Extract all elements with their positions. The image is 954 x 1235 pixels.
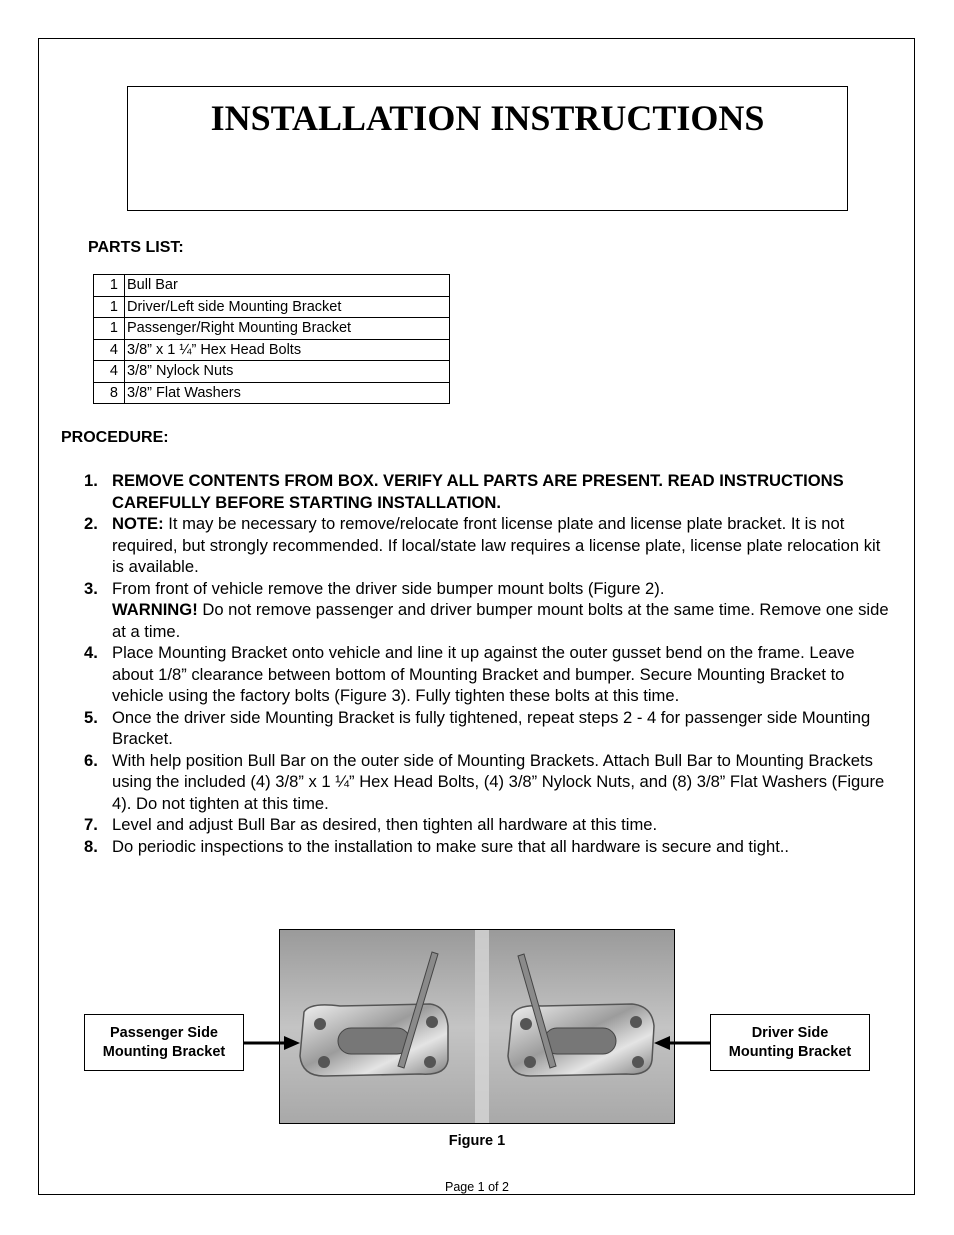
part-name: Passenger/Right Mounting Bracket bbox=[125, 318, 450, 340]
passenger-side-callout bbox=[84, 1014, 244, 1071]
step-number: 4. bbox=[84, 643, 98, 662]
step-text: With help position Bull Bar on the outer side of Mounting Brackets. Attach Bull Bar to Mounting Brackets using the included (4) 3/8” x 1 ¼” Hex Head Bolts, (4) 3/8” Nylock Nuts, and (8) 3/8” Flat Washers (Figure 4). Do not tighten at this time. bbox=[112, 750, 885, 813]
step-text: From front of vehicle remove the driver side bumper mount bolts (Figure 2). bbox=[112, 578, 665, 598]
part-qty: 1 bbox=[94, 275, 125, 297]
procedure-step bbox=[84, 578, 896, 643]
callout-line: Driver Side bbox=[751, 1024, 829, 1041]
figure-caption: Figure 1 bbox=[448, 1133, 506, 1149]
page-footer: Page 1 of 2 bbox=[445, 1180, 509, 1194]
parts-row bbox=[94, 296, 450, 318]
step-number: 1. bbox=[84, 471, 98, 490]
step-text: Do periodic inspections to the installation to make sure that all hardware is secure and tight.. bbox=[112, 836, 790, 856]
step-number: 8. bbox=[84, 836, 98, 856]
step-number: 6. bbox=[84, 750, 98, 770]
step-warning-text: Do not remove passenger and driver bumper mount bolts at the same time. Remove one side at a time. bbox=[112, 600, 889, 641]
driver-side-callout bbox=[710, 1014, 870, 1071]
step-note-label: NOTE: bbox=[112, 514, 164, 533]
procedure-step bbox=[84, 814, 896, 836]
part-name: Bull Bar bbox=[125, 275, 450, 297]
callout-line: Passenger Side bbox=[110, 1024, 218, 1041]
procedure-step bbox=[84, 750, 896, 815]
procedure-heading: PROCEDURE: bbox=[61, 429, 169, 446]
procedure-step bbox=[84, 836, 896, 858]
parts-row bbox=[94, 382, 450, 404]
part-name: 3/8” x 1 ¼” Hex Head Bolts bbox=[125, 339, 450, 361]
page-title: INSTALLATION INSTRUCTIONS bbox=[210, 98, 765, 138]
parts-row bbox=[94, 275, 450, 297]
callout-line: Mounting Bracket bbox=[102, 1043, 226, 1060]
parts-row bbox=[94, 361, 450, 383]
part-qty: 4 bbox=[94, 339, 125, 361]
procedure-step bbox=[84, 513, 896, 578]
brackets-illustration bbox=[280, 930, 675, 1124]
step-text: Once the driver side Mounting Bracket is fully tightened, repeat steps 2 - 4 for passenger side Mounting Bracket. bbox=[112, 707, 871, 748]
parts-table bbox=[93, 274, 450, 404]
step-number: 5. bbox=[84, 707, 98, 727]
part-qty: 8 bbox=[94, 382, 125, 404]
step-text: Level and adjust Bull Bar as desired, then tighten all hardware at this time. bbox=[112, 815, 658, 834]
parts-row bbox=[94, 339, 450, 361]
title-box bbox=[127, 86, 848, 211]
arrow-left-icon bbox=[654, 1036, 710, 1050]
part-name: 3/8” Nylock Nuts bbox=[125, 361, 450, 383]
part-qty: 1 bbox=[94, 318, 125, 340]
step-number: 7. bbox=[84, 815, 98, 834]
step-number: 2. bbox=[84, 514, 98, 533]
part-name: 3/8” Flat Washers bbox=[125, 382, 450, 404]
step-warning-label: WARNING! bbox=[112, 600, 198, 619]
callout-line: Mounting Bracket bbox=[728, 1043, 852, 1060]
procedure-step bbox=[84, 470, 896, 513]
procedure-steps bbox=[84, 470, 896, 857]
parts-list-heading: PARTS LIST: bbox=[88, 239, 184, 256]
procedure-step bbox=[84, 642, 896, 707]
arrow-right-icon bbox=[244, 1036, 300, 1050]
part-name: Driver/Left side Mounting Bracket bbox=[125, 296, 450, 318]
step-text: It may be necessary to remove/relocate front license plate and license plate bracket. It is not required, but strongly recommended. If local/state law requires a license plate, license plate relocation kit is available. bbox=[112, 514, 881, 576]
step-bold-text: REMOVE CONTENTS FROM BOX. VERIFY ALL PARTS ARE PRESENT. READ INSTRUCTIONS CAREFULLY BEFORE STARTING INSTALLATION. bbox=[112, 471, 844, 512]
procedure-step bbox=[84, 707, 896, 750]
parts-row bbox=[94, 318, 450, 340]
part-qty: 1 bbox=[94, 296, 125, 318]
step-number: 3. bbox=[84, 578, 98, 598]
mounting-brackets-photo bbox=[279, 929, 675, 1124]
part-qty: 4 bbox=[94, 361, 125, 383]
step-text: Place Mounting Bracket onto vehicle and line it up against the outer gusset bend on the frame. Leave about 1/8” clearance between bottom of Mounting Bracket and bumper. Secure Mounting Bracket to vehicle using the factory bolts (Figure 3). Fully tighten these bolts at this time. bbox=[112, 643, 855, 705]
